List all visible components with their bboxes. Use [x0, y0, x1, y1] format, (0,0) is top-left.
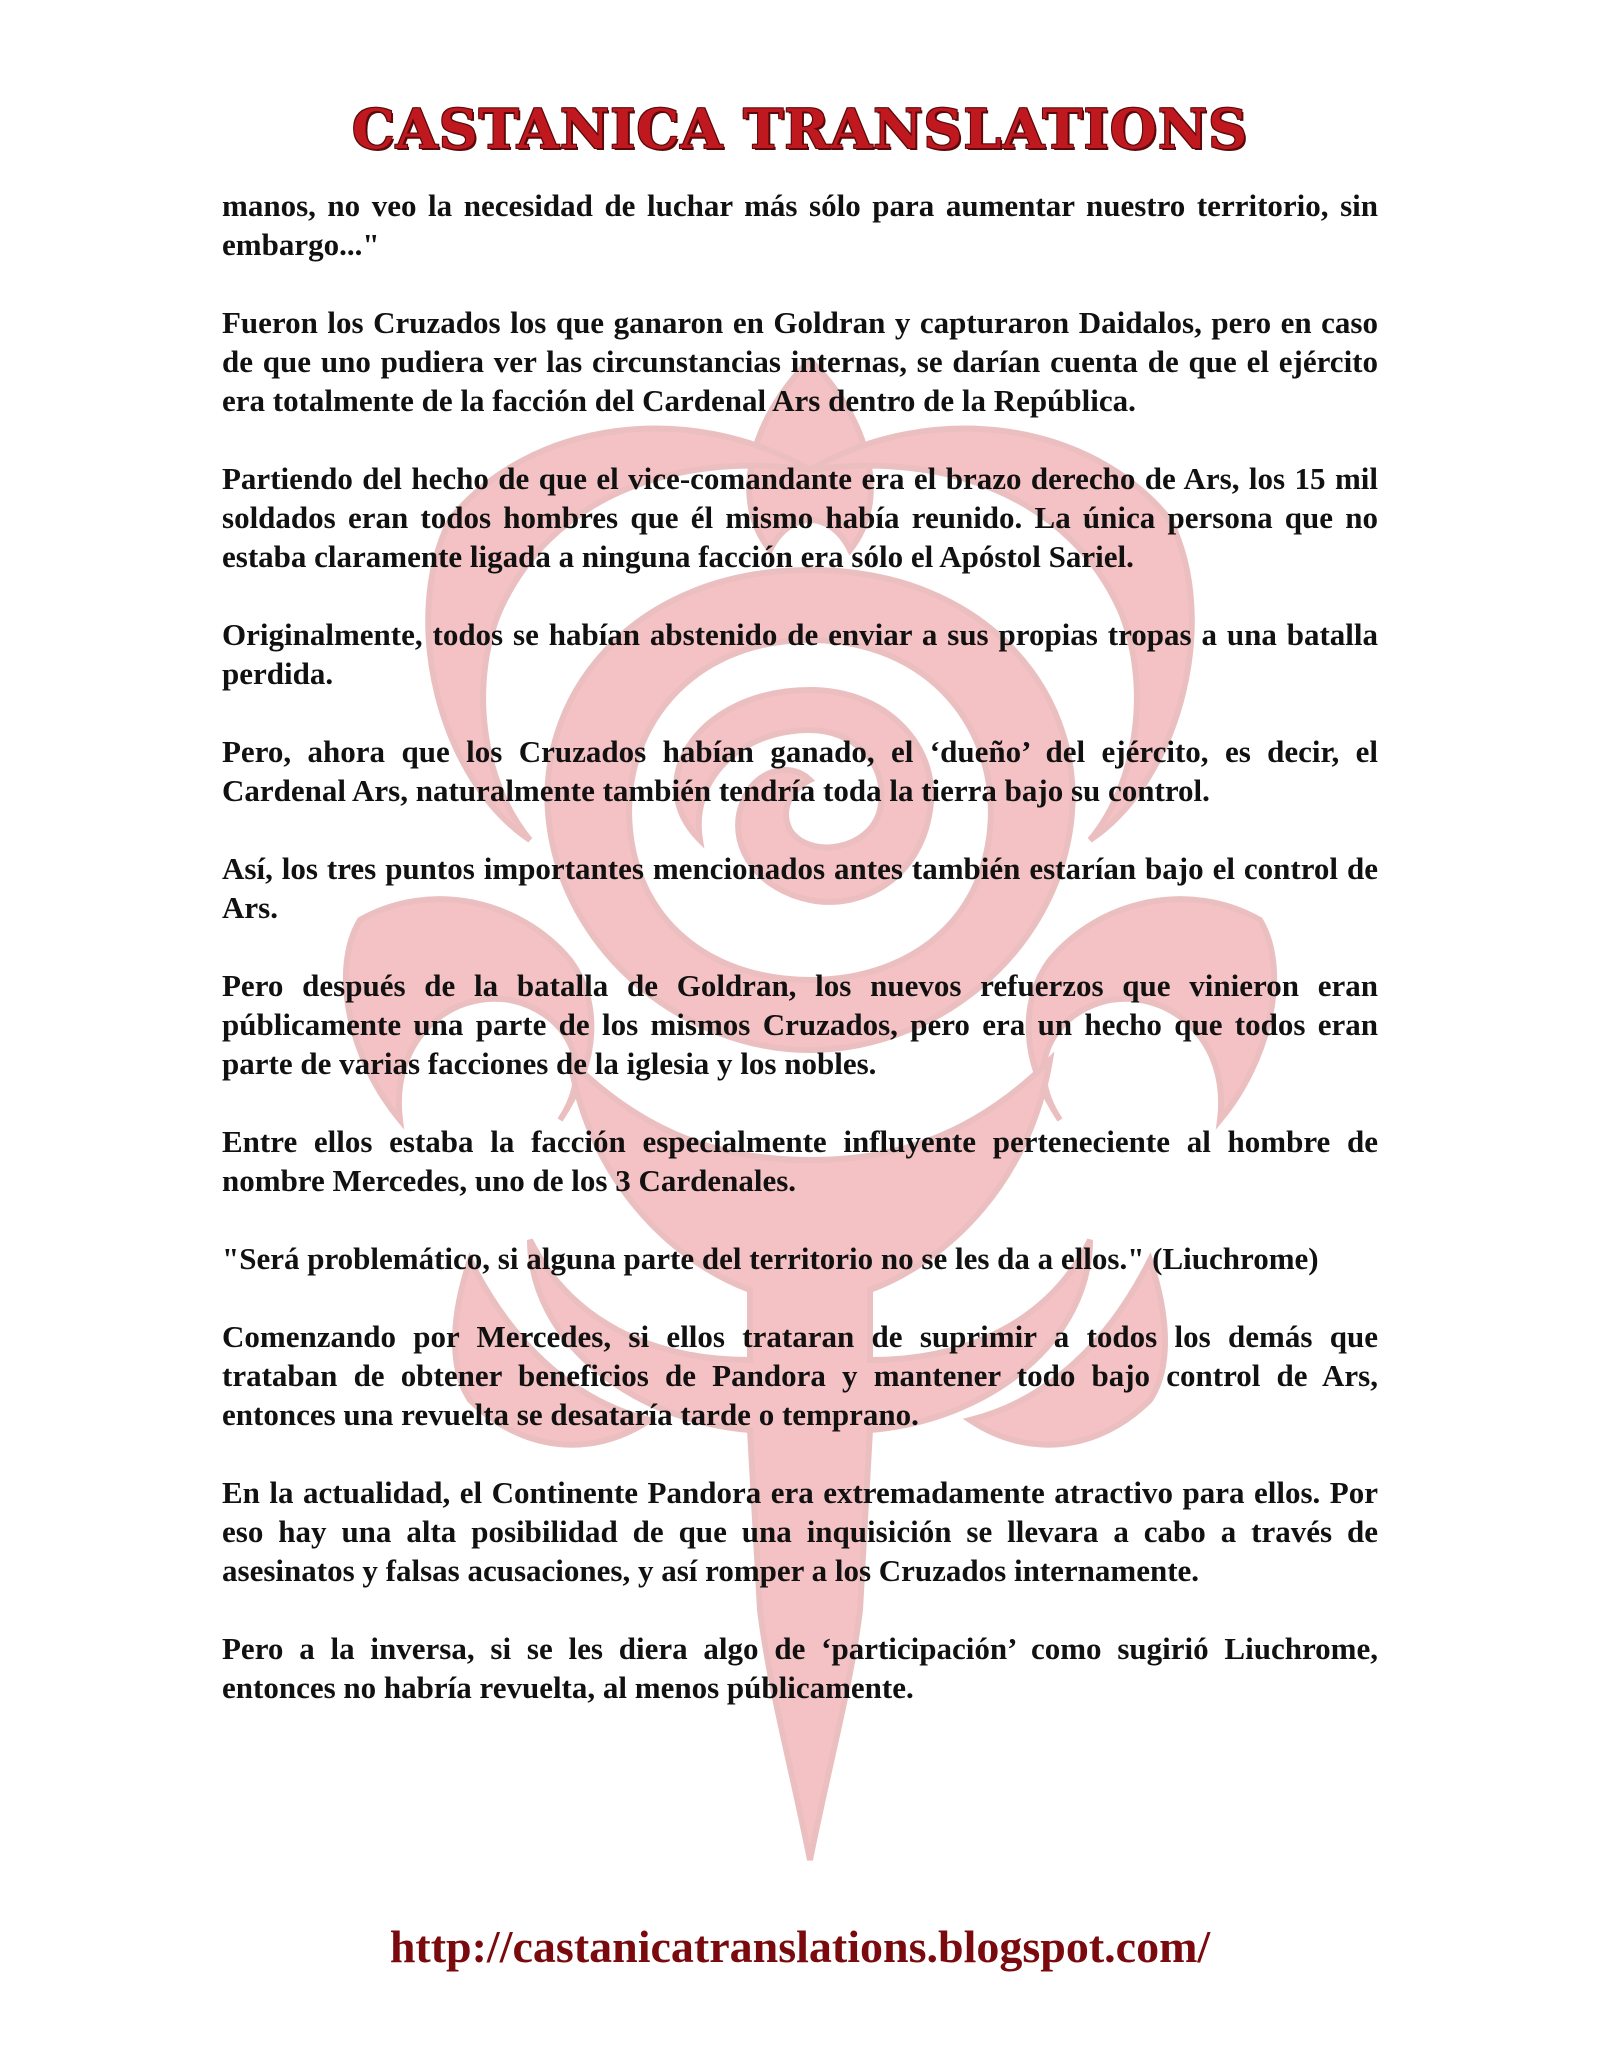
- paragraph: Fueron los Cruzados los que ganaron en Goldran y capturaron Daidalos, pero en caso de que uno pudiera ver las circunstancias internas, se darían cuenta de que el ejército era totalmente de la facción del Cardenal Ars dentro de la República.: [222, 305, 1378, 418]
- chapter-text: [222, 186, 1378, 1746]
- footer-link[interactable]: http://castanicatranslations.blogspot.com/: [389, 1921, 1211, 1972]
- paragraph: Pero, ahora que los Cruzados habían ganado, el ‘dueño’ del ejército, es decir, el Cardenal Ars, naturalmente también tendría toda la tierra bajo su control.: [222, 734, 1378, 808]
- paragraph: manos, no veo la necesidad de luchar más sólo para aumentar nuestro territorio, sin embargo...": [222, 188, 1378, 262]
- paragraph: Pero a la inversa, si se les diera algo de ‘participación’ como sugirió Liuchrome, entonces no habría revuelta, al menos públicamente.: [222, 1631, 1378, 1705]
- paragraph: Comenzando por Mercedes, si ellos trataran de suprimir a todos los demás que trataban de obtener beneficios de Pandora y mantener todo bajo control de Ars, entonces una revuelta se desataría tarde o temprano.: [222, 1319, 1378, 1432]
- paragraph: Así, los tres puntos importantes mencionados antes también estarían bajo el control de Ars.: [222, 851, 1378, 925]
- paragraph: "Será problemático, si alguna parte del territorio no se les da a ellos." (Liuchrome): [222, 1241, 1319, 1276]
- paragraph: Partiendo del hecho de que el vice-comandante era el brazo derecho de Ars, los 15 mil soldados eran todos hombres que él mismo había reunido. La única persona que no estaba claramente ligada a ninguna facción era sólo el Apóstol Sariel.: [222, 461, 1378, 574]
- paragraph: En la actualidad, el Continente Pandora era extremadamente atractivo para ellos. Por eso hay una alta posibilidad de que una inquisición se llevara a cabo a través de asesinatos y falsas acusaciones, y así romper a los Cruzados internamente.: [222, 1475, 1378, 1588]
- paragraph: Pero después de la batalla de Goldran, los nuevos refuerzos que vinieron eran públicamente una parte de los mismos Cruzados, pero era un hecho que todos eran parte de varias facciones de la iglesia y los nobles.: [222, 968, 1378, 1081]
- paragraph: Entre ellos estaba la facción especialmente influyente perteneciente al hombre de nombre Mercedes, uno de los 3 Cardenales.: [222, 1124, 1378, 1198]
- site-title: CASTANICA TRANSLATIONS: [351, 97, 1249, 161]
- paragraph: Originalmente, todos se habían abstenido de enviar a sus propias tropas a una batalla perdida.: [222, 617, 1378, 691]
